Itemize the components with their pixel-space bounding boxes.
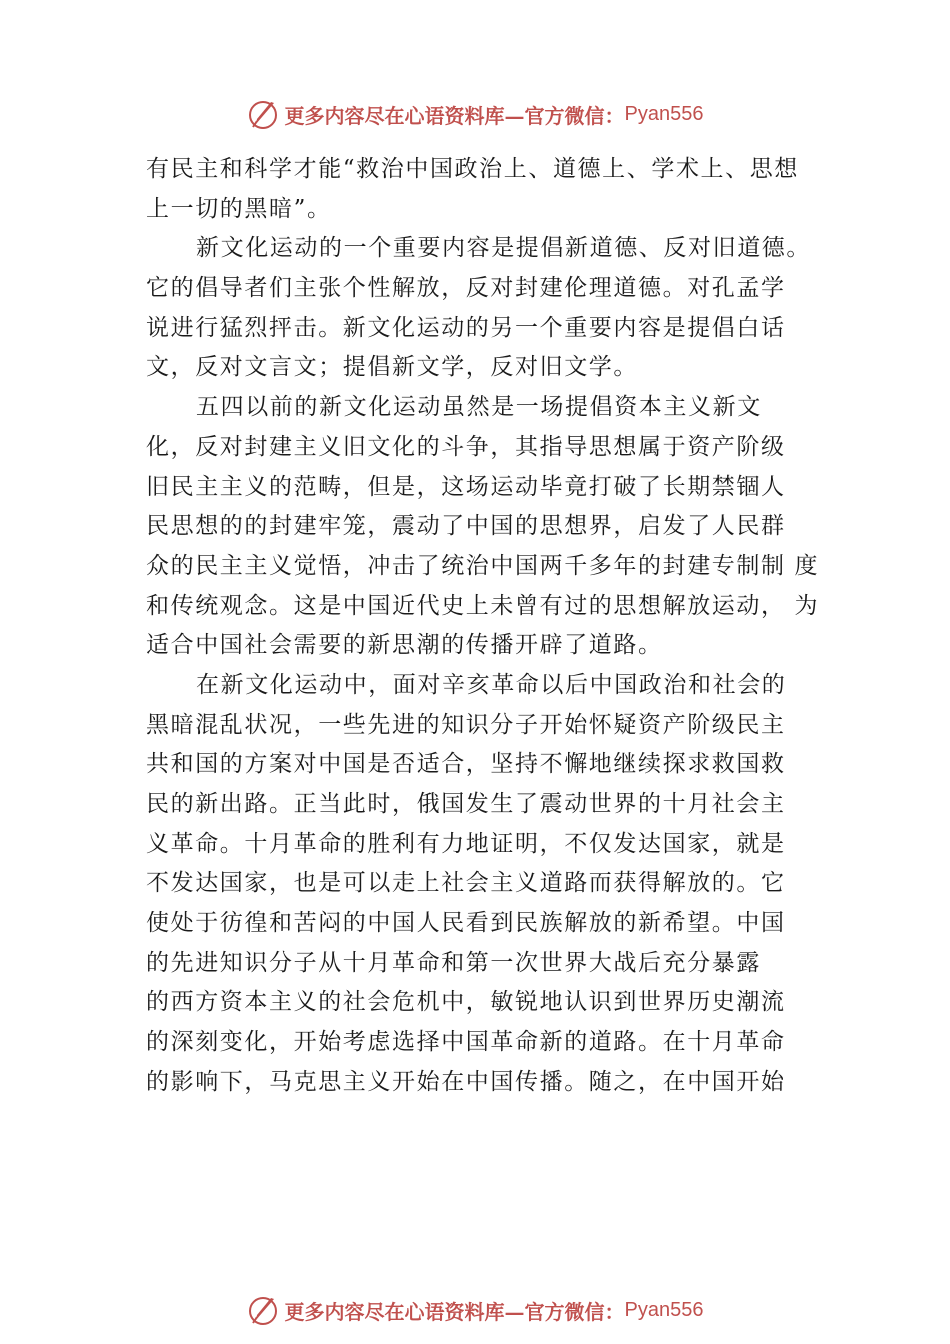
text-line: 不发达国家，也是可以走上社会主义道路而获得解放的。它 [146,870,786,897]
text-line: 适合中国社会需要的新思潮的传播开辟了道路。 [146,632,663,659]
text-line: 的深刻变化，开始考虑选择中国革命新的道路。在十月革命 [146,1029,786,1056]
text-line: 说进行猛烈抨击。新文化运动的另一个重要内容是提倡白话 [146,314,786,341]
paragraph-start-line: 五四以前的新文化运动虽然是一场提倡资本主义新文 [196,394,762,421]
header-banner [0,94,950,134]
banner-text: 更多内容尽在心语资料库—官方微信： [284,1299,625,1324]
text-line: 有民主和科学才能“救治中国政治上、道德上、学术上、思想 [146,156,799,182]
text-line: 黑暗混乱状况，一些先进的知识分子开始怀疑资产阶级民主 [146,711,786,738]
text-line: 义革命。十月革命的胜利有力地证明，不仅发达国家，就是 [146,830,786,857]
text-line: 化，反对封建主义旧文化的斗争，其指导思想属于资产阶级 [146,433,786,460]
text-line: 众的民主主义觉悟，冲击了统治中国两千多年的封建专制制 度 [146,552,820,579]
text-line: 共和国的方案对中国是否适合，坚持不懈地继续探求救国救 [146,751,786,778]
text-line: 它的倡导者们主张个性解放，反对封建伦理道德。对孔孟学 [146,275,786,302]
text-line: 的影响下，马克思主义开始在中国传播。随之，在中国开始 [146,1068,786,1095]
footer-banner [0,1290,950,1330]
text-line: 文，反对文言文；提倡新文学，反对旧文学。 [146,354,638,381]
text-line: 使处于彷徨和苦闷的中国人民看到民族解放的新希望。中国 [146,910,786,937]
paragraph-start-line: 新文化运动的一个重要内容是提倡新道德、反对旧道德。 [196,235,811,262]
document-body [146,150,836,1103]
text-line: 的西方资本主义的社会危机中，敏锐地认识到世界历史潮流 [146,989,786,1016]
quill-logo-icon [247,1293,281,1327]
text-line: 的先进知识分子从十月革命和第一次世界大战后充分暴露 [146,949,761,976]
paragraph-start-line: 在新文化运动中，面对辛亥革命以后中国政治和社会的 [196,671,787,698]
text-line: 民思想的的封建牢笼，震动了中国的思想界，启发了人民群 [146,513,786,540]
wechat-id: Pyan556 [624,1298,704,1321]
text-line: 和传统观念。这是中国近代史上未曾有过的思想解放运动， 为 [146,592,820,619]
quill-logo-icon [247,97,281,131]
banner-text: 更多内容尽在心语资料库—官方微信： [284,103,625,128]
wechat-id: Pyan556 [624,102,704,125]
text-line: 民的新出路。正当此时，俄国发生了震动世界的十月社会主 [146,791,786,817]
text-line: 旧民主主义的范畴，但是，这场运动毕竟打破了长期禁锢人 [146,473,786,500]
text-line: 上一切的黑暗”。 [146,195,332,222]
